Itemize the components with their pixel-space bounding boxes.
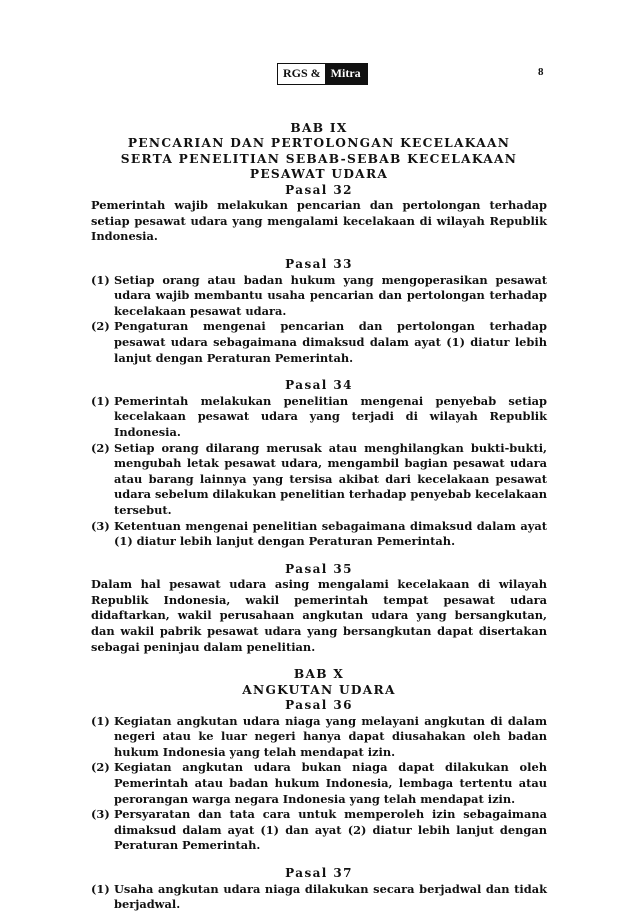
article-paragraph: Dalam hal pesawat udara asing mengalami kecelakaan di wilayah Republik Indonesia, wakil pemerintah tempat pesawat udara didaftarkan, wakil perusahaan angkutan udara yang bersangkutan, dan wakil pabrik pesawat udara yang bersangkutan dapat disertakan sebagai peninjau dalam penelitian. [91, 577, 547, 654]
logo-text-left: RGS & [278, 64, 325, 84]
list-item [91, 519, 547, 550]
item-number: (2) [91, 319, 110, 334]
chapter-title-line: ANGKUTAN UDARA [242, 682, 396, 697]
chapter-title-line: SERTA PENELITIAN SEBAB-SEBAB KECELAKAAN [120, 151, 518, 166]
item-number: (2) [91, 440, 110, 455]
article-title: Pasal 33 [285, 257, 353, 271]
chapter-title-line: PESAWAT UDARA [249, 167, 389, 182]
article-items [91, 394, 547, 550]
article-paragraph: Pemerintah wajib melakukan pencarian dan pertolongan terhadap setiap pesawat udara yang mengalami kecelakaan di wilayah Republik Indonesia. [91, 198, 547, 244]
chapter-number: BAB X [293, 667, 345, 682]
item-text: Kegiatan angkutan udara bukan niaga dapat dilakukan oleh Pemerintah atau badan hukum Indonesia, lembaga tertentu atau perorangan warga negara Indonesia yang telah mendapat izin. [114, 760, 547, 806]
item-number: (3) [91, 807, 110, 822]
article-title: Pasal 35 [285, 561, 353, 576]
item-text: Setiap orang atau badan hukum yang mengoperasikan pesawat udara wajib membantu usaha pencarian dan pertolongan terhadap kecelakaan pesawat udara. [114, 272, 547, 318]
item-number: (1) [91, 393, 110, 408]
article-title: Pasal 34 [285, 378, 353, 393]
item-number: (2) [91, 760, 110, 775]
item-number: (1) [91, 272, 110, 287]
list-item [91, 714, 547, 761]
list-item [91, 807, 547, 854]
item-text: Setiap orang dilarang merusak atau menghilangkan bukti-bukti, mengubah letak pesawat udara, mengambil bagian pesawat udara atau barang lainnya yang tersisa akibat dari kecelakaan pesawat udara sebelum dilakukan penelitian terhadap penyebab kecelakaan tersebut. [114, 440, 547, 517]
item-number: (3) [91, 518, 110, 533]
list-item [91, 394, 547, 441]
list-item [91, 882, 547, 913]
article-items [91, 882, 547, 913]
page-number: 8 [538, 66, 544, 78]
chapter-title-line: PENCARIAN DAN PERTOLONGAN KECELAKAAN [127, 136, 511, 151]
item-text: Persyaratan dan tata cara untuk memperoleh izin sebagaimana dimaksud dalam ayat (1) dan ayat (2) diatur lebih lanjut dengan Peraturan Pemerintah. [114, 807, 547, 853]
item-text: Ketentuan mengenai penelitian sebagaimana dimaksud dalam ayat (1) diatur lebih lanjut dengan Peraturan Pemerintah. [114, 518, 547, 549]
chapter-number: BAB IX [290, 121, 348, 135]
item-text: Kegiatan angkutan udara niaga yang melayani angkutan di dalam negeri atau ke luar negeri hanya dapat diusahakan oleh badan hukum Indonesia yang telah mendapat izin. [114, 713, 547, 759]
article-items [91, 273, 547, 367]
document-body [91, 121, 547, 913]
article-title: Pasal 36 [285, 698, 353, 713]
article-title: Pasal 32 [285, 182, 353, 197]
list-item [91, 319, 547, 366]
page-header [0, 63, 638, 85]
item-text: Usaha angkutan udara niaga dilakukan secara berjadwal dan tidak berjadwal. [114, 881, 547, 912]
item-text: Pemerintah melakukan penelitian mengenai penyebab setiap kecelakaan pesawat udara yang terjadi di wilayah Republik Indonesia. [114, 393, 547, 439]
article-items [91, 714, 547, 854]
logo-text-right: Mitra [325, 64, 367, 84]
list-item [91, 760, 547, 807]
item-number: (1) [91, 713, 110, 728]
publisher-logo [277, 63, 368, 85]
list-item [91, 441, 547, 519]
item-number: (1) [91, 881, 110, 896]
list-item [91, 273, 547, 320]
item-text: Pengaturan mengenai pencarian dan pertolongan terhadap pesawat udara sebagaimana dimaksud dalam ayat (1) diatur lebih lanjut dengan Peraturan Pemerintah. [114, 319, 547, 365]
article-title: Pasal 37 [285, 866, 353, 880]
